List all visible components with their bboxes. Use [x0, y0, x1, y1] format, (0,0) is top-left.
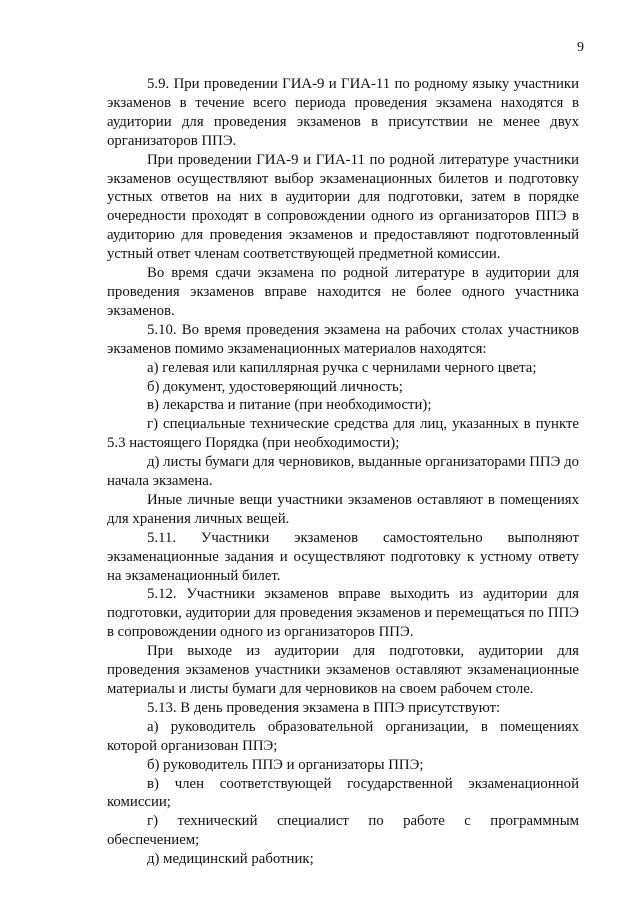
list-item-b: б) документ, удостоверяющий личность;: [147, 378, 403, 395]
paragraph-leaving-room: При выходе из аудитории для подготовки, аудитории для проведения экзаменов участники экзаменов оставляют экзаменационные материалы и листы бумаги для черновиков на своем рабочем столе.: [107, 643, 579, 697]
attendee-item-d: д) медицинский работник;: [147, 851, 314, 868]
list-item-d: д) листы бумаги для черновиков, выданные организаторами ППЭ до начала экзамена.: [107, 454, 579, 490]
paragraph-5-12: 5.12. Участники экзаменов вправе выходить из аудитории для подготовки, аудитории для проведения экзаменов и перемещаться по ППЭ в сопровождении одного из организаторов ППЭ.: [107, 586, 579, 641]
list-item-v: в) лекарства и питание (при необходимости);: [147, 397, 432, 414]
paragraph-personal-items: Иные личные вещи участники экзаменов оставляют в помещениях для хранения личных вещей.: [107, 491, 579, 527]
list-item-a: а) гелевая или капиллярная ручка с чернилами черного цвета;: [147, 359, 537, 376]
attendee-item-v: в) член соответствующей государственной экзаменационной комиссии;: [107, 775, 579, 811]
page-number: 9: [577, 40, 584, 55]
document-body: [107, 75, 579, 869]
attendee-item-b: б) руководитель ППЭ и организаторы ППЭ;: [147, 756, 424, 773]
paragraph-5-10: 5.10. Во время проведения экзамена на рабочих столах участников экзаменов помимо экзаменационных материалов находятся:: [107, 321, 579, 357]
attendee-item-a: а) руководитель образовательной организации, в помещениях которой организован ППЭ;: [107, 718, 579, 754]
paragraph-5-13: 5.13. В день проведения экзамена в ППЭ присутствуют:: [147, 699, 501, 716]
paragraph-5-11: 5.11. Участники экзаменов самостоятельно выполняют экзаменационные задания и осуществляют подготовку к устному ответу на экзаменационный билет.: [107, 529, 579, 584]
paragraph-5-9: 5.9. При проведении ГИА-9 и ГИА-11 по родному языку участники экзаменов в течение всего периода проведения экзамена находятся в аудитории для проведения экзаменов в присутствии не менее двух организаторов ППЭ.: [107, 76, 579, 149]
paragraph-literature-exam: Во время сдачи экзамена по родной литературе в аудитории для проведения экзаменов вправе находится не более одного участника экзаменов.: [107, 265, 579, 319]
paragraph-oral-answer: При проведении ГИА-9 и ГИА-11 по родной литературе участники экзаменов осуществляют выбор экзаменационных билетов и подготовку устных ответов на них в аудитории для подготовки, затем в порядке очередности проходят в сопровождении одного из организаторов ППЭ в аудиторию для проведения экзаменов и предоставляют подготовленный устный ответ членам соответствующей предметной комиссии.: [107, 151, 579, 263]
list-item-g: г) специальные технические средства для лиц, указанных в пункте 5.3 настоящего Порядка (при необходимости);: [107, 416, 579, 452]
attendee-item-g: г) технический специалист по работе с программным обеспечением;: [107, 813, 579, 849]
